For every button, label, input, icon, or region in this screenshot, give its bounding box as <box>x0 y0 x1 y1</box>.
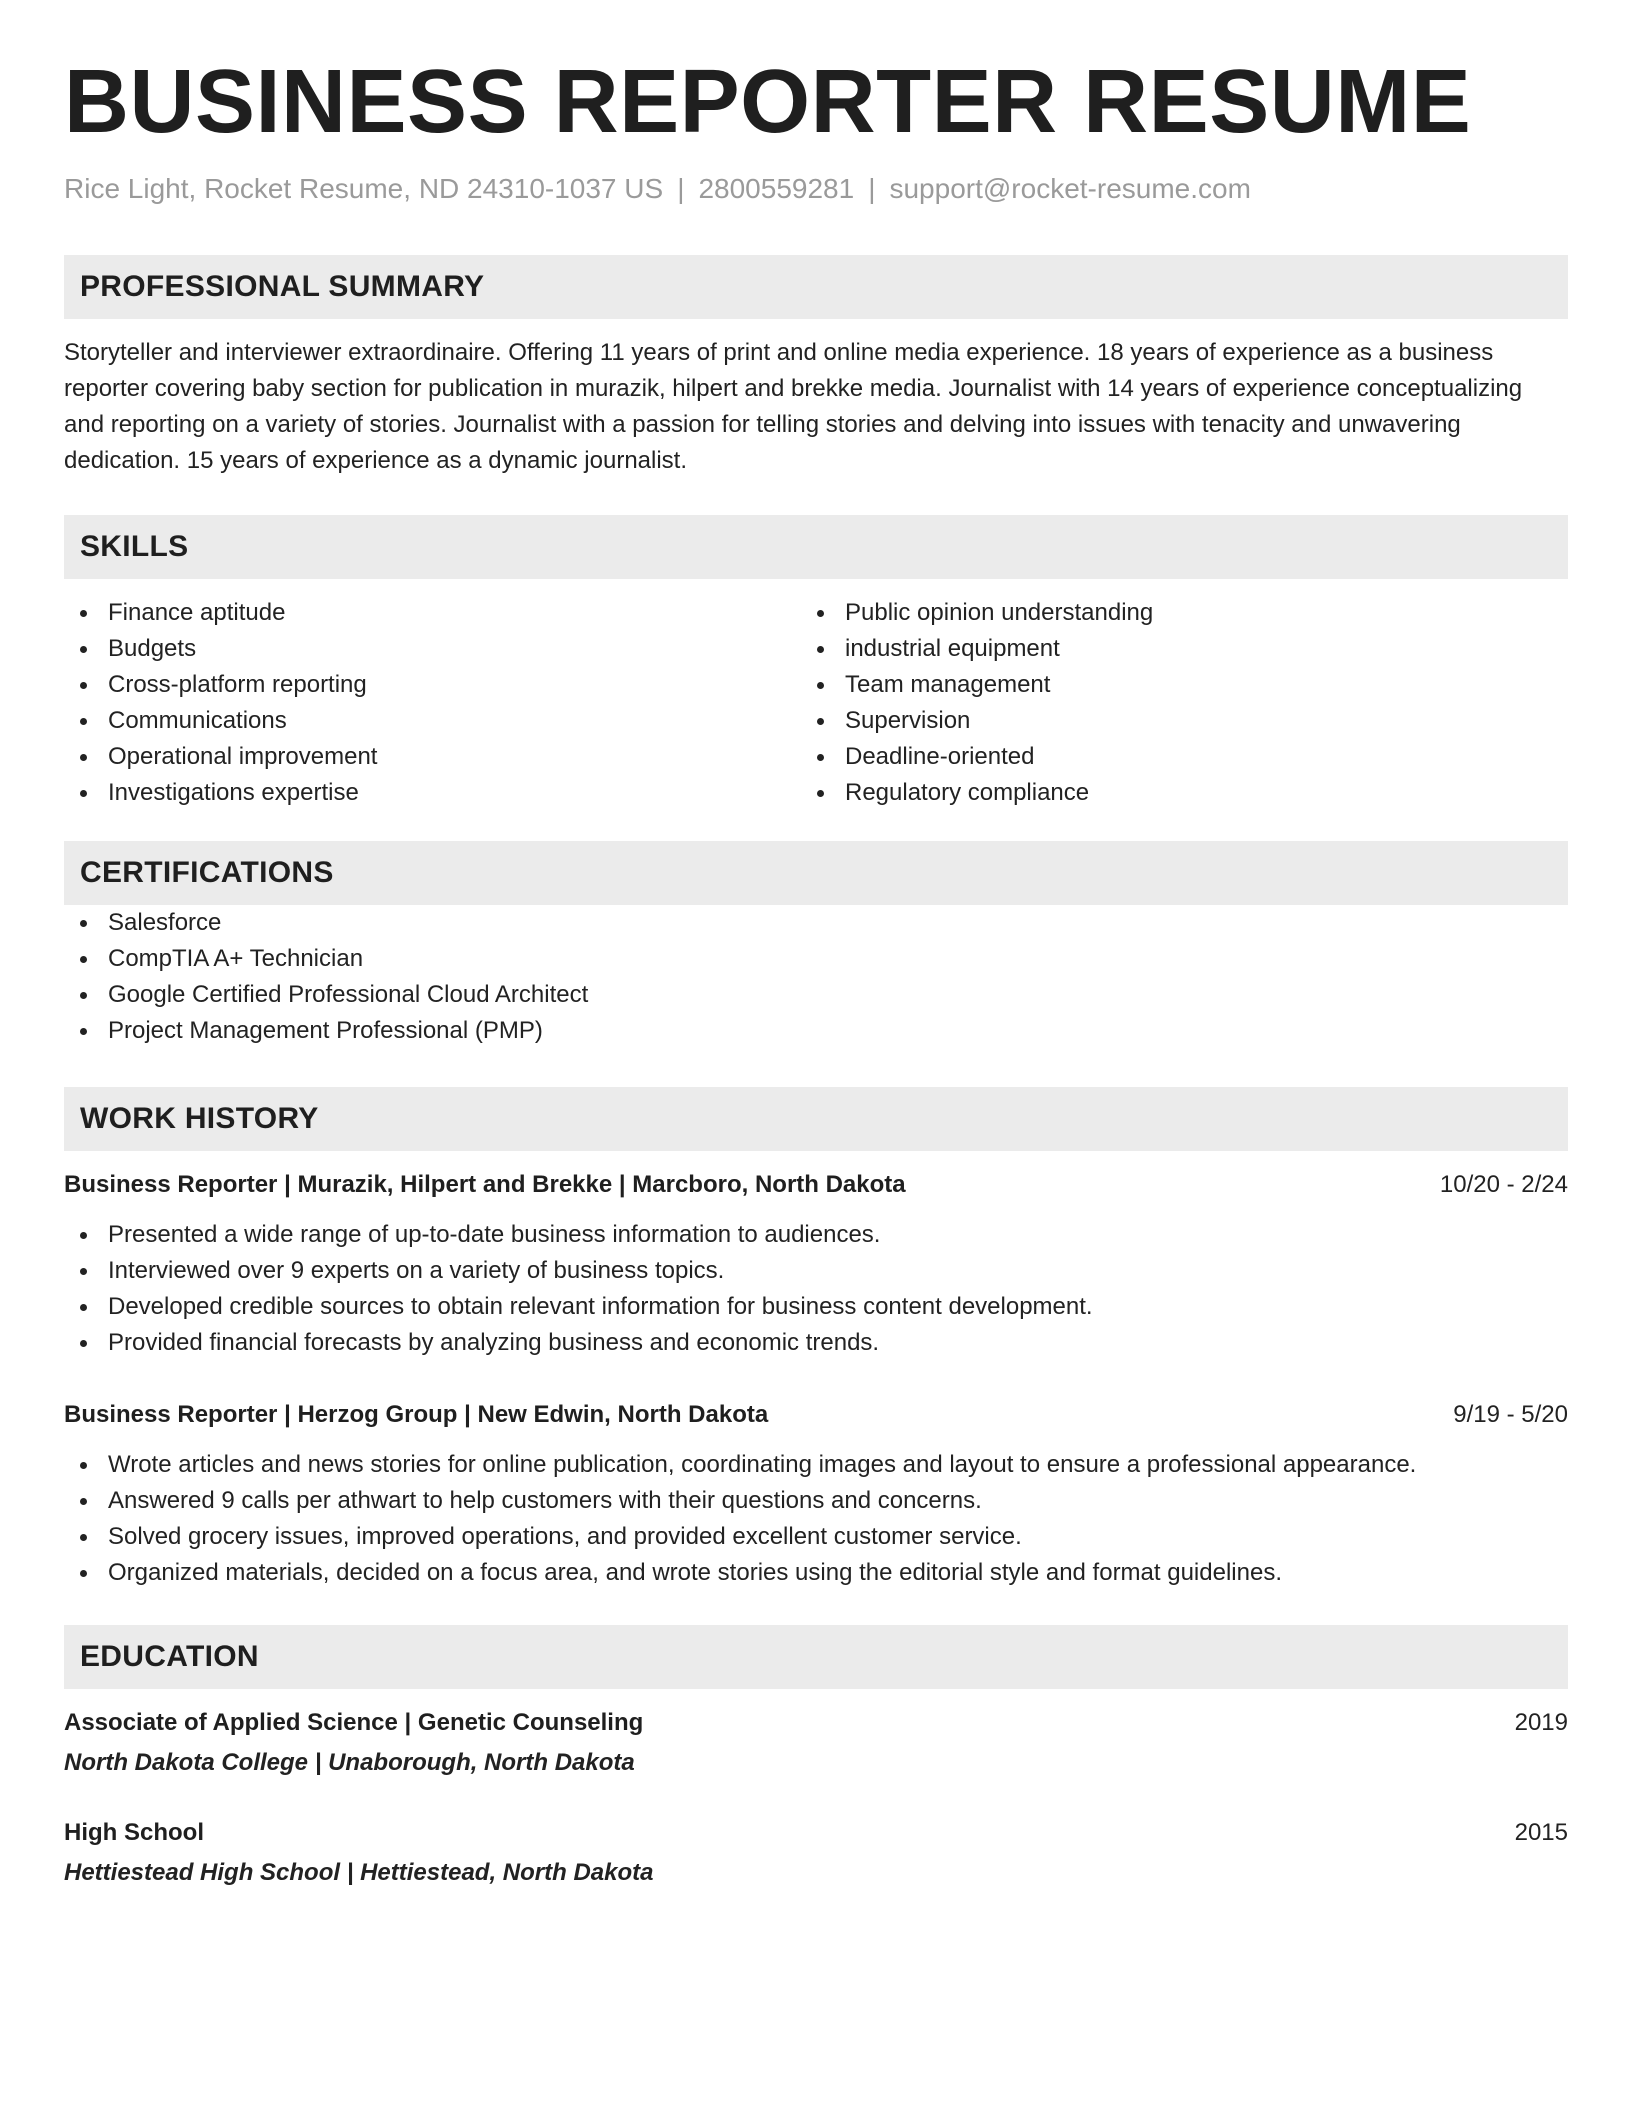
skill-item: Budgets <box>64 631 801 667</box>
skill-item: Regulatory compliance <box>801 775 1538 811</box>
education-header <box>64 1705 1568 1741</box>
summary-text: Storyteller and interviewer extraordinaire. Offering 11 years of print and online media experience. 18 years of experience as a business reporter covering baby section for publication in murazik, hilpert and brekke media. Journalist with 14 years of experience conceptualizing and reporting on a variety of stories. Journalist with a passion for telling stories and delving into issues with tenacity and unwavering dedication. 15 years of experience as a dynamic journalist. <box>64 339 1523 474</box>
job-bullet: Presented a wide range of up-to-date business information to audiences. <box>64 1217 1568 1253</box>
skill-item: Cross-platform reporting <box>64 667 801 703</box>
skills-list-right <box>801 595 1538 811</box>
job-header <box>64 1167 1568 1203</box>
certification-item: CompTIA A+ Technician <box>64 941 1568 977</box>
job-title: Business Reporter | Murazik, Hilpert and Brekke | Marcboro, North Dakota <box>64 1171 906 1198</box>
skill-item: industrial equipment <box>801 631 1538 667</box>
skill-item: Team management <box>801 667 1538 703</box>
job-bullet: Answered 9 calls per athwart to help customers with their questions and concerns. <box>64 1483 1568 1519</box>
skills-grid <box>64 595 1568 811</box>
education-school: Hettiestead High School | Hettiestead, North Dakota <box>64 1859 654 1886</box>
certification-item: Project Management Professional (PMP) <box>64 1013 1568 1049</box>
skill-item: Deadline-oriented <box>801 739 1538 775</box>
job-bullet: Organized materials, decided on a focus area, and wrote stories using the editorial style and format guidelines. <box>64 1555 1568 1591</box>
education-school: North Dakota College | Unaborough, North Dakota <box>64 1749 635 1776</box>
job-bullet: Interviewed over 9 experts on a variety of business topics. <box>64 1253 1568 1289</box>
section-header-work-history: WORK HISTORY <box>64 1087 1568 1151</box>
job-bullets <box>64 1447 1568 1591</box>
education-degree: High School <box>64 1819 204 1846</box>
contact-line <box>64 172 1568 206</box>
education-header <box>64 1815 1568 1851</box>
section-header-summary: PROFESSIONAL SUMMARY <box>64 255 1568 319</box>
skills-list-left <box>64 595 801 811</box>
contact-address: Rice Light, Rocket Resume, ND 24310-1037 US <box>64 173 664 204</box>
certification-item: Google Certified Professional Cloud Architect <box>64 977 1568 1013</box>
job-dates: 9/19 - 5/20 <box>1453 1401 1568 1428</box>
skill-item: Communications <box>64 703 801 739</box>
job-title: Business Reporter | Herzog Group | New Edwin, North Dakota <box>64 1401 769 1428</box>
section-header-education: EDUCATION <box>64 1625 1568 1689</box>
education-year: 2015 <box>1514 1819 1568 1846</box>
contact-separator: | <box>677 173 685 204</box>
job-entry <box>64 1167 1568 1361</box>
job-bullet: Wrote articles and news stories for online publication, coordinating images and layout to ensure a professional appearance. <box>64 1447 1568 1483</box>
skill-item: Finance aptitude <box>64 595 801 631</box>
job-bullets <box>64 1217 1568 1361</box>
job-header <box>64 1397 1568 1433</box>
skill-item: Public opinion understanding <box>801 595 1538 631</box>
skill-item: Supervision <box>801 703 1538 739</box>
skill-item: Investigations expertise <box>64 775 801 811</box>
education-entry <box>64 1815 1568 1891</box>
section-header-certifications: CERTIFICATIONS <box>64 841 1568 905</box>
education-degree: Associate of Applied Science | Genetic Counseling <box>64 1709 644 1736</box>
section-header-skills: SKILLS <box>64 515 1568 579</box>
job-bullet: Solved grocery issues, improved operations, and provided excellent customer service. <box>64 1519 1568 1555</box>
certifications-list <box>64 905 1568 1049</box>
job-bullet: Provided financial forecasts by analyzing business and economic trends. <box>64 1325 1568 1361</box>
certification-item: Salesforce <box>64 905 1568 941</box>
job-dates: 10/20 - 2/24 <box>1439 1171 1568 1198</box>
skill-item: Operational improvement <box>64 739 801 775</box>
education-entry <box>64 1705 1568 1781</box>
resume-title: BUSINESS REPORTER RESUME <box>64 52 1472 152</box>
contact-phone: 2800559281 <box>698 173 855 204</box>
job-entry <box>64 1397 1568 1591</box>
education-year: 2019 <box>1514 1709 1568 1736</box>
contact-email: support@rocket-resume.com <box>889 173 1251 204</box>
job-bullet: Developed credible sources to obtain relevant information for business content development. <box>64 1289 1568 1325</box>
contact-separator: | <box>868 173 876 204</box>
